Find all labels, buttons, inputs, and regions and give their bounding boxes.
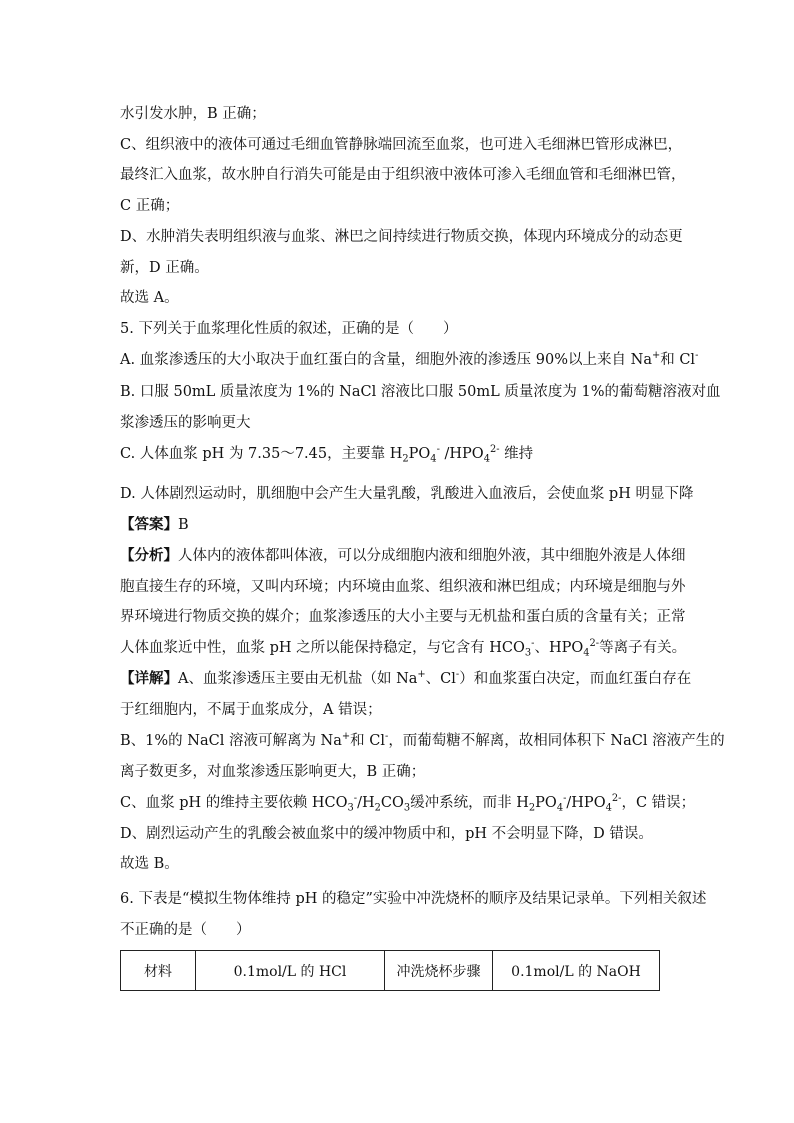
- text-segment: 4: [583, 647, 590, 659]
- text-line: [120, 889, 707, 909]
- text-segment: +: [417, 669, 426, 681]
- text-line: [120, 382, 721, 402]
- text-segment: 和 Cl: [660, 352, 696, 368]
- text-line: [120, 413, 680, 433]
- text-segment: C、血浆 pH 的维持主要依赖 HCO: [120, 795, 348, 811]
- text-segment: -: [455, 669, 460, 681]
- text-line: [120, 258, 680, 278]
- text-line: [120, 669, 692, 689]
- text-line: [120, 546, 686, 566]
- text-segment: 4: [605, 802, 612, 814]
- text-segment: 5. 下列关于血浆理化性质的叙述，正确的是（ ）: [120, 321, 458, 337]
- text-segment: ，C 错误；: [621, 795, 696, 811]
- text-line: [120, 731, 725, 751]
- text-segment: 4: [483, 453, 490, 465]
- text-segment: PO: [408, 446, 431, 462]
- text-line: [120, 854, 680, 874]
- text-segment: 离子数更多，对血浆渗透压影响更大，B 正确；: [120, 764, 426, 780]
- text-segment: 4: [556, 802, 564, 814]
- text-line: [120, 135, 683, 155]
- text-segment: A、血浆渗透压主要由无机盐（如 Na: [178, 671, 418, 687]
- text-segment: ）和血浆蛋白决定，而血红蛋白存在: [459, 671, 692, 687]
- text-segment: +: [651, 350, 661, 362]
- text-line: [120, 607, 686, 627]
- text-segment: 新，D 正确。: [120, 260, 209, 276]
- text-segment: 胞直接生存的环境，又叫内环境；内环境由血浆、组织液和淋巴组成；内环境是细胞与外: [120, 579, 686, 595]
- text-line: [120, 515, 680, 535]
- table-row: [121, 951, 660, 991]
- text-segment: 2-: [489, 444, 500, 456]
- text-segment: 最终汇入血浆，故水肿自行消失可能是由于组织液中液体可渗入毛细血管和毛细淋巴管，: [120, 167, 686, 183]
- text-line: [120, 577, 686, 597]
- text-segment: 界环境进行物质交换的媒介；血浆渗透压的大小主要与无机盐和蛋白质的含量有关；正常: [120, 609, 686, 625]
- text-segment: 2-: [611, 793, 622, 805]
- text-segment: 和 Cl: [350, 733, 385, 749]
- table-cell-material: 材料: [121, 951, 196, 991]
- text-segment: 不正确的是（ ）: [120, 922, 251, 938]
- text-line: [120, 444, 680, 464]
- text-line: [120, 104, 680, 124]
- table-cell-naoh: 0.1mol/L 的 NaOH: [493, 951, 660, 991]
- section-heading: 【答案】: [120, 516, 178, 533]
- text-segment: B. 口服 50mL 质量浓度为 1%的 NaCl 溶液比口服 50mL 质量浓度为 1%的葡萄糖溶液对血: [120, 384, 721, 400]
- text-segment: A. 血浆渗透压的大小取决于血红蛋白的含量，细胞外液的渗透压 90%以上来自 Na: [120, 352, 652, 368]
- text-segment: CO: [380, 795, 404, 811]
- text-segment: 缓冲系统，而非 H: [410, 795, 529, 811]
- question-6-table: [120, 950, 660, 991]
- text-segment: 故选 B。: [120, 856, 179, 872]
- text-segment: 3: [347, 802, 354, 814]
- text-line: [120, 227, 683, 247]
- text-line: [120, 824, 680, 844]
- text-line: [120, 793, 696, 814]
- table-cell-rinse-steps: 冲洗烧杯步骤: [385, 951, 493, 991]
- text-line: [120, 165, 686, 185]
- text-segment: -: [695, 350, 699, 362]
- text-segment: 2-: [589, 638, 600, 650]
- text-segment: B: [178, 517, 189, 533]
- text-line: [120, 196, 680, 216]
- text-segment: 于红细胞内，不属于血浆成分，A 错误；: [120, 702, 382, 718]
- text-segment: /HPO: [439, 446, 484, 462]
- text-segment: -: [531, 638, 535, 650]
- text-segment: 2: [402, 453, 409, 465]
- text-segment: -: [563, 793, 567, 805]
- text-segment: 维持: [499, 446, 534, 462]
- text-segment: 故选 A。: [120, 290, 179, 306]
- table-cell-hcl: 0.1mol/L 的 HCl: [196, 951, 385, 991]
- text-segment: 3: [403, 802, 411, 814]
- text-segment: -: [384, 731, 389, 743]
- text-segment: C. 人体血浆 pH 为 7.35～7.45，主要靠 H: [120, 446, 403, 462]
- text-segment: 浆渗透压的影响更大: [120, 415, 251, 431]
- text-segment: PO: [535, 795, 557, 811]
- text-segment: B、1%的 NaCl 溶液可解离为 Na: [120, 733, 342, 749]
- text-line: [120, 288, 680, 308]
- text-segment: /HPO: [566, 795, 606, 811]
- text-segment: 水引发水肿，B 正确；: [120, 106, 266, 122]
- text-segment: 2: [528, 802, 536, 814]
- section-heading: 【分析】: [120, 547, 178, 564]
- text-segment: D、剧烈运动产生的乳酸会被血浆中的缓冲物质中和，pH 不会明显下降，D 错误。: [120, 826, 653, 842]
- text-segment: 人体内的液体都叫体液，可以分成细胞内液和细胞外液，其中细胞外液是人体细: [178, 548, 686, 564]
- text-segment: -: [353, 793, 358, 805]
- text-segment: 3: [524, 647, 532, 659]
- text-segment: 、Cl: [425, 671, 456, 687]
- text-line: [120, 319, 680, 339]
- text-segment: C 正确；: [120, 198, 180, 214]
- text-segment: D、水肿消失表明组织液与血浆、淋巴之间持续进行物质交换，体现内环境成分的动态更: [120, 229, 683, 245]
- text-line: [120, 350, 699, 370]
- text-segment: 等离子有关。: [599, 640, 687, 656]
- text-segment: ，而葡萄糖不解离，故相同体积下 NaCl 溶液产生的: [388, 733, 725, 749]
- text-line: [120, 484, 694, 504]
- text-segment: /H: [357, 795, 375, 811]
- text-segment: 2: [374, 802, 381, 814]
- text-segment: C、组织液中的液体可通过毛细血管静脉端回流至血浆，也可进入毛细淋巴管形成淋巴，: [120, 137, 683, 153]
- text-segment: 人体血浆近中性，血浆 pH 之所以能保持稳定，与它含有 HCO: [120, 640, 525, 656]
- text-segment: 、HPO: [534, 640, 584, 656]
- text-segment: 4: [430, 453, 437, 465]
- text-line: [120, 762, 680, 782]
- text-segment: 6. 下表是“模拟生物体维持 pH 的稳定”实验中冲洗烧杯的顺序及结果记录单。下列相关叙述: [120, 891, 707, 907]
- text-line: [120, 920, 680, 940]
- text-segment: -: [436, 444, 440, 456]
- text-line: [120, 700, 680, 720]
- text-line: [120, 638, 687, 659]
- text-segment: +: [341, 731, 351, 743]
- section-heading: 【详解】: [120, 670, 178, 687]
- text-segment: D. 人体剧烈运动时，肌细胞中会产生大量乳酸，乳酸进入血液后，会使血浆 pH 明显下降: [120, 486, 694, 502]
